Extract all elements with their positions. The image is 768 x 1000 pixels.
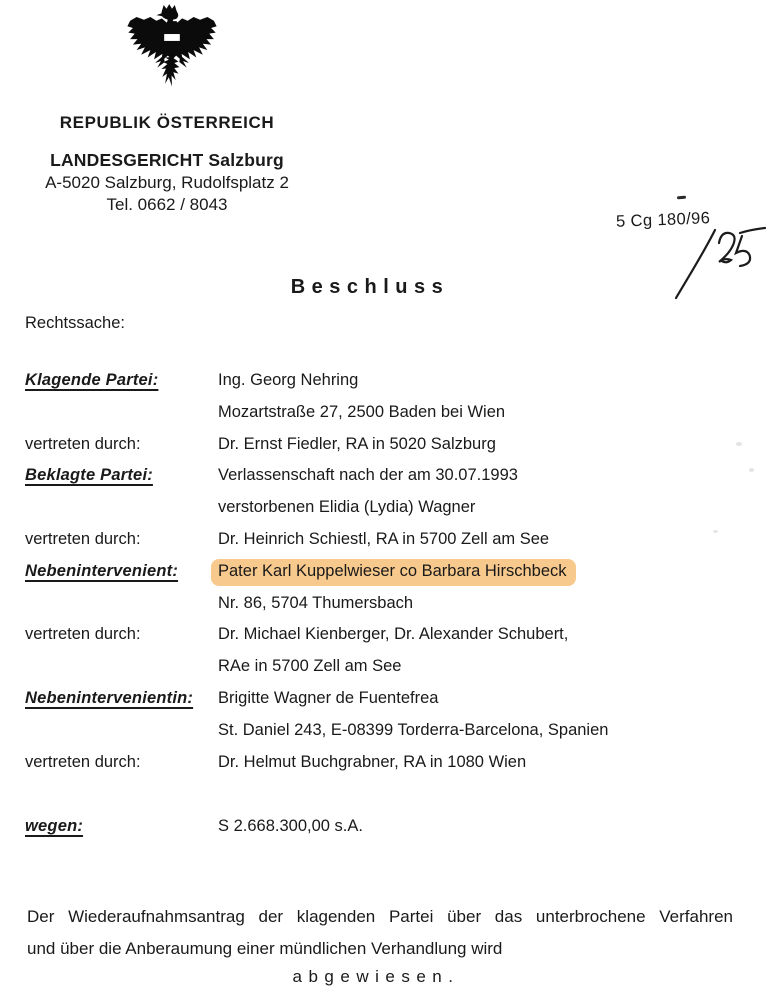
party-row-label: Nebenintervenient: [25,561,179,580]
letterhead-address: A-5020 Salzburg, Rudolfsplatz 2 [45,173,289,192]
party-row-value [218,561,753,586]
stray-dash-mark [677,196,686,200]
party-row-label: Nebenintervenientin: [25,688,194,707]
party-row-value: Dr. Michael Kienberger, Dr. Alexander Schubert, [218,625,569,644]
party-row [25,752,753,784]
scan-speck [713,530,718,533]
party-row [25,370,753,402]
party-row-value: St. Daniel 243, E-08399 Torderra-Barcelona, Spanien [218,720,609,739]
party-row-value: Dr. Heinrich Schiestl, RA in 5700 Zell am See [218,529,550,548]
party-row-label: vertreten durch: [25,529,141,548]
party-row [25,497,753,529]
party-row [25,656,753,688]
party-row-label: Beklagte Partei: [25,466,153,485]
decision-paragraph [27,906,733,987]
party-row-value: Brigitte Wagner de Fuentefrea [218,688,439,707]
party-row [25,529,753,561]
party-row [25,402,753,434]
letterhead-republic: REPUBLIK ÖSTERREICH [59,113,275,132]
letterhead-court: LANDESGERICHT Salzburg [50,150,284,170]
scan-speck [749,468,754,472]
party-row-label: vertreten durch: [25,752,141,771]
document-title: Beschluss [290,276,450,298]
amount-value: S 2.668.300,00 s.A. [218,817,363,835]
party-row [25,561,753,593]
party-row-value: RAe in 5700 Zell am See [218,657,402,676]
party-row-value: Verlassenschaft nach der am 30.07.1993 [218,466,518,485]
scan-speck [736,442,742,446]
party-row-value: Mozartstraße 27, 2500 Baden bei Wien [218,402,506,421]
party-row-value: Nr. 86, 5704 Thumersbach [218,593,414,612]
party-row-value: Dr. Ernst Fiedler, RA in 5020 Salzburg [218,434,496,453]
party-row-label: vertreten durch: [25,625,141,644]
decision-line-1: Der Wiederaufnahmsantrag der klagenden Partei über das unterbrochene Verfahren [27,907,733,926]
party-row-label: Klagende Partei: [25,371,159,389]
coat-of-arms-eagle-icon [126,2,218,90]
party-row [25,720,753,752]
party-row [25,688,753,720]
letterhead [18,113,316,215]
case-intro-label: Rechtssache: [25,314,125,332]
letterhead-phone: Tel. 0662 / 8043 [106,195,228,214]
party-row [25,434,753,466]
amount-label: wegen: [25,817,84,835]
party-row [25,624,753,656]
party-row-value: verstorbenen Elidia (Lydia) Wagner [218,498,476,517]
party-table [25,370,753,783]
party-row [25,593,753,625]
decision-verdict: abgewiesen. [292,967,460,986]
party-row-value: Dr. Helmut Buchgrabner, RA in 1080 Wien [218,752,527,771]
party-row [25,465,753,497]
party-row-label: vertreten durch: [25,434,141,453]
decision-line-2: und über die Anberaumung einer mündlichen Verhandlung wird [27,939,503,958]
highlighted-text: Pater Karl Kuppelwieser co Barbara Hirschbeck [211,559,576,586]
amount-row [25,816,753,837]
party-row-value: Ing. Georg Nehring [218,371,359,389]
case-number: 5 Cg 180/96 [615,209,711,231]
